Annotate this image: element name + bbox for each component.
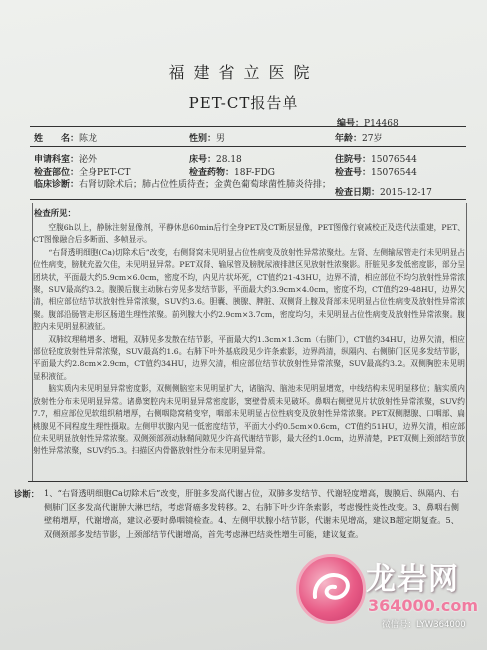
watermark-logo-icon [296, 554, 366, 624]
exam-inpatient-label: 住院号： [335, 155, 372, 165]
watermark-domain: 364000.com [368, 596, 479, 615]
exam-dept-value: 泌外 [79, 155, 98, 165]
watermark-wechat: 微信号：LYW364000 [382, 620, 466, 630]
findings-paragraph: 脑实质内未见明显异常密度影，双侧侧脑室未见明显扩大，诸脑沟、脑池未见明显增宽，中线结构未见明显移位；脑实质内放射性分布未见明显异常。诸鼻窦腔内未见明显异常密度影，窦壁骨质未见破坏。鼻咽右侧壁见片状放射性异常浓聚，SUV约7.7，相应部位见软组织稍增厚，右侧咽隐窝稍变窄，咽部未见明显占位性病变及放射性异常浓聚。PET双侧腮腺、口咽部、扁桃腺见不同程度生理性摄取。左侧甲状腺内见一低密度结节，平面大小约0.5cm×0.6cm，CT值约51HU，边界欠清，相应部位未见明显放射性异常浓聚。双侧颈部颈动脉鞘间隙见少许高代谢结节影，最大径约1.0cm，边界清楚，PET双侧上颈部结节放射性异常浓聚，SUV约5.3。扫描区内骨骼放射性分布未见明显异常。 [33, 384, 465, 456]
findings-border-left [32, 203, 33, 481]
clinical-diagnosis-value: 右肾切除术后；肺占位性质待查；金黄色葡萄球菌性肺炎待排； [79, 180, 332, 190]
report-title: PET-CT报告单 [188, 94, 299, 112]
patient-name-value: 陈龙 [79, 134, 98, 144]
watermark [296, 552, 481, 644]
patient-age [335, 131, 382, 144]
header-rule [30, 126, 466, 127]
patient-rule [30, 146, 466, 147]
patient-age-label: 年龄： [335, 134, 363, 144]
hospital-name: 福建省立医院 [168, 63, 319, 82]
patient-name [34, 131, 97, 144]
exam-inpatient [335, 152, 417, 165]
findings-label: 检查所见： [34, 208, 76, 218]
findings-paragraph: “右肾透明细胞(Ca)切除术后”改变，右侧肾窝未见明显占位性病变及放射性异常浓聚灶。左肾、左侧输尿管走行未见明显占位性病变，膀胱充盈欠佳，未见明显异常。PET双肾、输尿管及膀胱尿液排泄区见放射性浓聚影。肝脏见多发低密度影，部分呈团块状，平面最大约5.9cm×6.0cm，密度不均，内见片状坏死，CT值约21-43HU，边界不清，相应部位不均匀放射性异常浓聚，SUV最高约3.2。腹膜后腹主动脉右旁见多发结节影，平面最大约3.9cm×4.0cm，密度不均，CT值约29-48HU，边界欠清，相应部位结节状放射性异常浓聚，SUV约3.6。胆囊、胰腺、脾脏、双侧肾上腺及肾部未见明显占位性病变及放射性异常浓聚。腹部沿肠管走形区肠道生理性浓聚。前列腺大小约2.9cm×3.7cm，密度均匀，未见明显占位性病变及放射性异常浓聚。腹腔内未见明显积液征。 [33, 247, 465, 332]
watermark-swirl-icon [299, 557, 363, 621]
patient-gender-label: 性别： [189, 134, 217, 144]
exam-dept-label: 申请科室： [34, 155, 80, 165]
watermark-name: 龙岩网 [366, 562, 459, 597]
exam-bed-value: 28.18 [216, 155, 242, 165]
findings-rule [28, 481, 468, 482]
exam-date-value: 2015-12-17 [380, 188, 432, 198]
clinical-diagnosis-label: 临床诊断： [34, 180, 80, 190]
diagnosis-label: 诊断： [14, 489, 40, 499]
patient-name-label: 姓 名： [34, 134, 80, 144]
exam-dept [34, 152, 97, 165]
exam-number-label: 检查号： [335, 168, 372, 178]
exam-bed [189, 152, 242, 165]
findings-border-right [466, 203, 467, 481]
exam-site-label: 检查部位： [34, 168, 80, 178]
findings-paragraph: 空腹6h以上，静脉注射显像剂，平静休息60min后行全身PET及CT断层显像，PET图像行衰减校正及迭代法重建，PET、CT图像融合后多断面、多帧显示。 [33, 223, 465, 245]
patient-gender [189, 131, 225, 144]
findings-paragraph: 双肺纹理稍增多、增粗，双肺见多发散在结节影，平面最大约1.3cm×1.3cm（右肺门），CT值约34HU，边界欠清，相应部位轻度放射性异常浓聚，SUV最高约1.6。右肺下叶外基底段见少许条索影，边界尚清，纵隔内、右侧肺门区见多发结节影，平面最大约2.8cm×2.9cm，CT值约34HU，边界欠清，相应部位结节状放射性异常浓聚，SUV最高约3.2。双侧胸腔未见明显积液征。 [33, 334, 465, 381]
report-id [337, 116, 399, 129]
exam-site-value: 全身PET-CT [79, 168, 131, 178]
exam-inpatient-value: 15076544 [371, 155, 417, 165]
report-id-value: P14468 [364, 119, 399, 129]
diagnosis-body: 1、“右肾透明细胞Ca切除术后”改变，肝脏多发高代谢占位，双肺多发结节、代谢轻度增高，腹膜后、纵隔内、右侧肺门区多发高代谢肿大淋巴结，考虑肾癌多发转移。2、右肺下叶少许条索影，考虑慢性炎性改变。3、鼻咽右侧壁稍增厚，代谢增高，建议必要时鼻咽镜检查。4、左侧甲状腺小结节影，代谢未见增高，建议B超定期复查。5、双侧颈部多发结节影，上颈部结节代谢增高，首先考虑淋巴结炎性增生可能，建议复查。 [44, 488, 459, 539]
exam-number-value: 15076544 [371, 168, 417, 178]
patient-gender-value: 男 [216, 134, 226, 144]
clinical-diagnosis [34, 177, 331, 190]
exam-drug-value: 18F-FDG [234, 168, 275, 178]
patient-age-value: 27岁 [362, 134, 383, 144]
findings-body [33, 222, 465, 458]
exam-date [335, 185, 432, 198]
exam-date-label: 检查日期： [335, 188, 381, 198]
exam-drug-label: 检查药物： [189, 168, 235, 178]
exam-rule [30, 199, 466, 200]
report-id-label: 编号： [337, 119, 365, 129]
exam-bed-label: 床号： [189, 155, 217, 165]
exam-number [335, 165, 417, 178]
